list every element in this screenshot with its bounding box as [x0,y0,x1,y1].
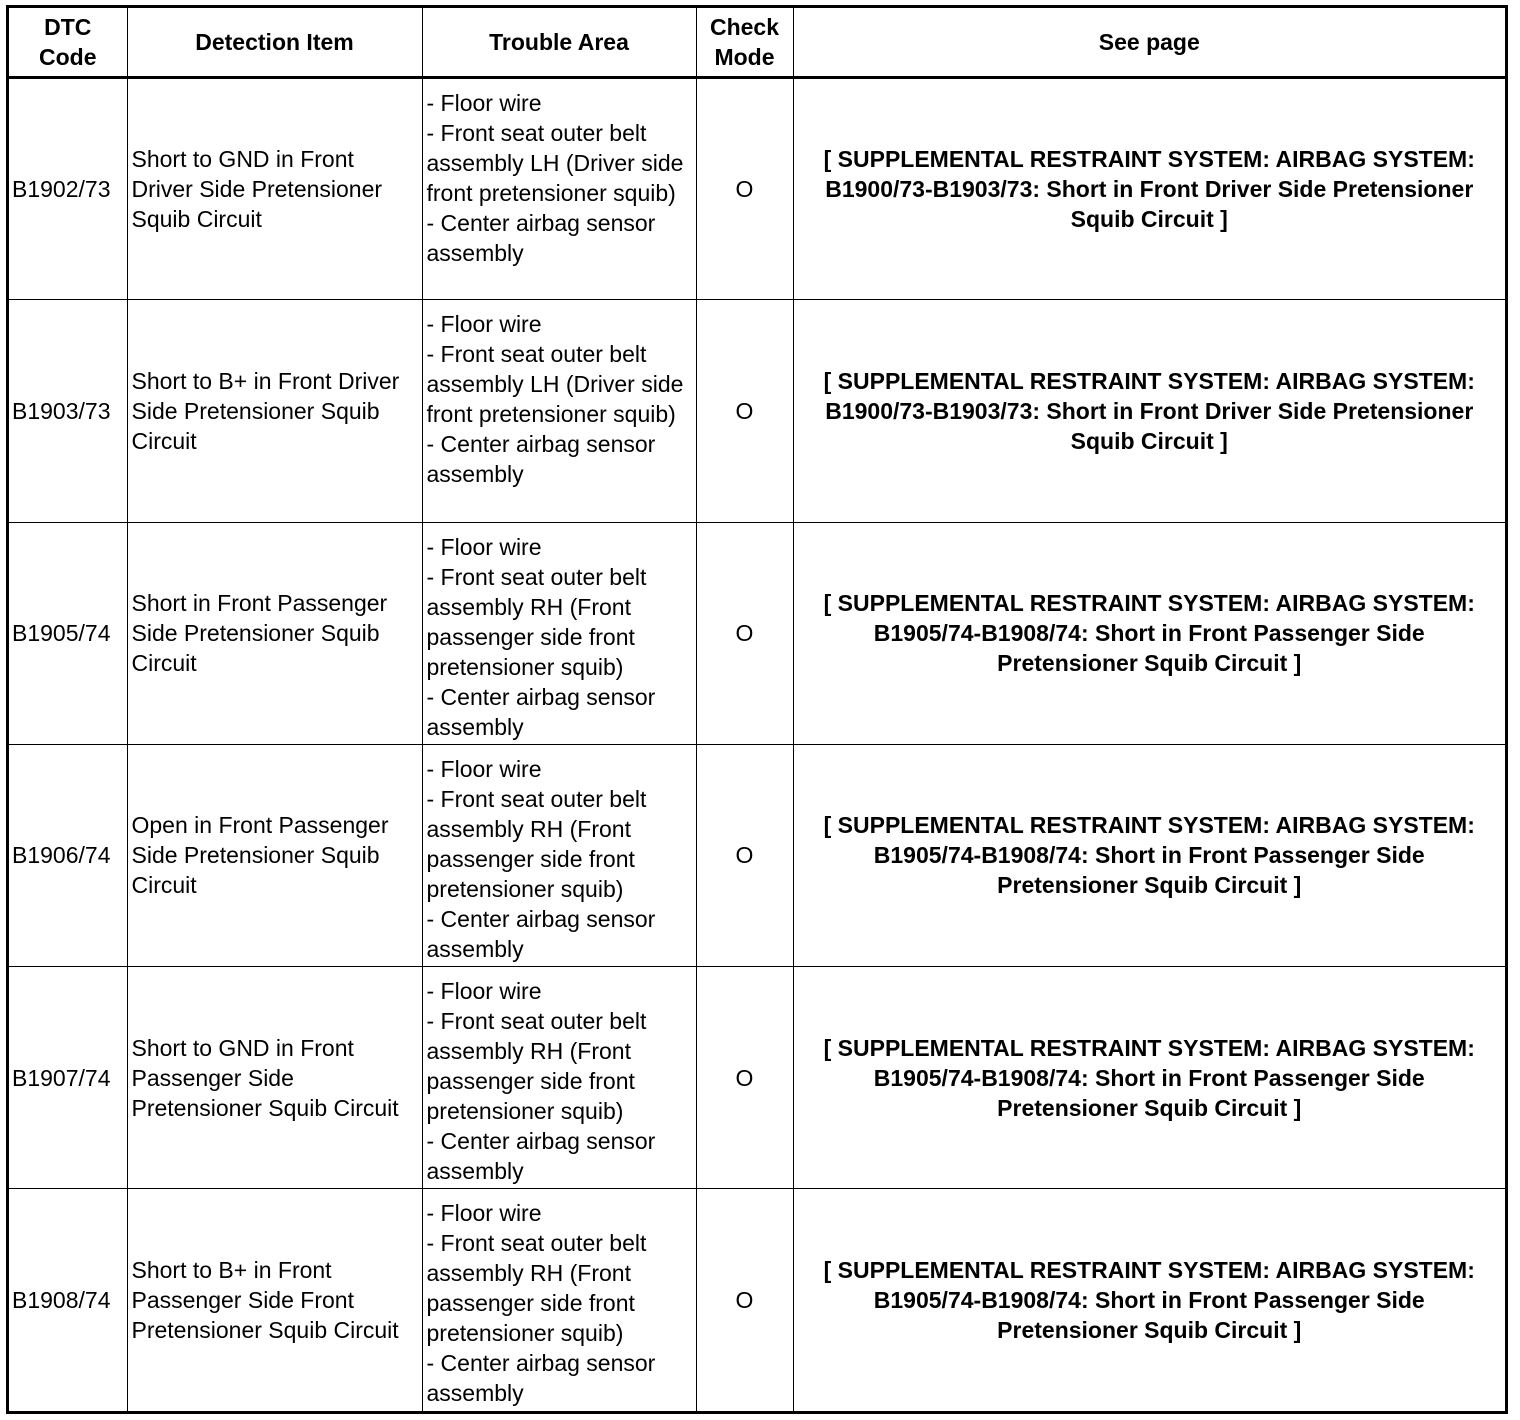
table-header-row [9,8,1505,78]
trouble-area-line: - Front seat outer belt assembly RH (Front passenger side front pretensioner squib) [426,563,647,680]
detection-item-cell: Open in Front Passenger Side Pretensioner Squib Circuit [127,744,422,966]
trouble-area-line: - Center airbag sensor assembly [426,905,656,962]
detection-item-cell: Short to B+ in Front Driver Side Pretensioner Squib Circuit [127,300,422,522]
check-mode-cell: O [696,522,793,744]
dtc-code-cell: B1908/74 [9,1189,127,1411]
trouble-area-line: - Center airbag sensor assembly [426,1128,656,1184]
trouble-area-line: - Floor wire [426,533,542,560]
header-see-page: See page [793,8,1505,78]
check-mode-cell: O [696,744,793,966]
trouble-area-cell [422,522,696,744]
dtc-code-cell: B1907/74 [9,967,127,1189]
detection-item-cell: Short to B+ in Front Passenger Side Front Pretensioner Squib Circuit [127,1189,422,1411]
trouble-area-line: - Front seat outer belt assembly LH (Driver side front pretensioner squib) [426,341,684,428]
header-trouble-area: Trouble Area [422,8,696,78]
check-mode-cell: O [696,300,793,522]
trouble-area-line: - Floor wire [426,1200,542,1227]
trouble-area-line: - Front seat outer belt assembly LH (Driver side front pretensioner squib) [426,120,684,206]
see-page-cell: [ SUPPLEMENTAL RESTRAINT SYSTEM: AIRBAG SYSTEM: B1905/74-B1908/74: Short in Front Passenger Side Pretensioner Squib Circuit ] [793,1189,1505,1411]
trouble-area-line: - Center airbag sensor assembly [426,431,656,488]
header-check-mode: Check Mode [696,8,793,78]
detection-item-cell: Short to GND in Front Passenger Side Pretensioner Squib Circuit [127,967,422,1189]
dtc-code-cell: B1906/74 [9,744,127,966]
trouble-area-cell [422,1189,696,1411]
table-row [9,1189,1505,1411]
dtc-table [9,8,1505,1411]
trouble-area-cell [422,300,696,522]
header-detection-item: Detection Item [127,8,422,78]
see-page-cell: [ SUPPLEMENTAL RESTRAINT SYSTEM: AIRBAG SYSTEM: B1900/73-B1903/73: Short in Front Driver Side Pretensioner Squib Circuit ] [793,300,1505,522]
table-row [9,78,1505,300]
trouble-area-cell [422,78,696,300]
trouble-area-cell [422,967,696,1189]
table-row [9,522,1505,744]
trouble-area-line: - Front seat outer belt assembly RH (Front passenger side front pretensioner squib) [426,1230,647,1347]
check-mode-cell: O [696,1189,793,1411]
check-mode-cell: O [696,78,793,300]
dtc-code-cell: B1903/73 [9,300,127,522]
trouble-area-line: - Floor wire [426,978,542,1004]
see-page-cell: [ SUPPLEMENTAL RESTRAINT SYSTEM: AIRBAG SYSTEM: B1905/74-B1908/74: Short in Front Passenger Side Pretensioner Squib Circuit ] [793,967,1505,1189]
trouble-area-cell [422,744,696,966]
trouble-area-line: - Center airbag sensor assembly [426,683,656,740]
dtc-code-cell: B1902/73 [9,78,127,300]
trouble-area-line: - Floor wire [426,755,542,782]
detection-item-cell: Short in Front Passenger Side Pretensioner Squib Circuit [127,522,422,744]
table-row [9,300,1505,522]
table-row [9,967,1505,1189]
trouble-area-line: - Center airbag sensor assembly [426,1350,656,1407]
trouble-area-line: - Center airbag sensor assembly [426,210,656,266]
dtc-table-frame [6,5,1508,1414]
table-row [9,744,1505,966]
trouble-area-line: - Front seat outer belt assembly RH (Front passenger side front pretensioner squib) [426,785,647,902]
dtc-code-cell: B1905/74 [9,522,127,744]
detection-item-cell: Short to GND in Front Driver Side Pretensioner Squib Circuit [127,78,422,300]
trouble-area-line: - Floor wire [426,90,542,116]
trouble-area-line: - Floor wire [426,311,542,338]
see-page-cell: [ SUPPLEMENTAL RESTRAINT SYSTEM: AIRBAG SYSTEM: B1900/73-B1903/73: Short in Front Driver Side Pretensioner Squib Circuit ] [793,78,1505,300]
check-mode-cell: O [696,967,793,1189]
header-dtc-code: DTC Code [9,8,127,78]
see-page-cell: [ SUPPLEMENTAL RESTRAINT SYSTEM: AIRBAG SYSTEM: B1905/74-B1908/74: Short in Front Passenger Side Pretensioner Squib Circuit ] [793,744,1505,966]
see-page-cell: [ SUPPLEMENTAL RESTRAINT SYSTEM: AIRBAG SYSTEM: B1905/74-B1908/74: Short in Front Passenger Side Pretensioner Squib Circuit ] [793,522,1505,744]
trouble-area-line: - Front seat outer belt assembly RH (Front passenger side front pretensioner squib) [426,1008,647,1124]
